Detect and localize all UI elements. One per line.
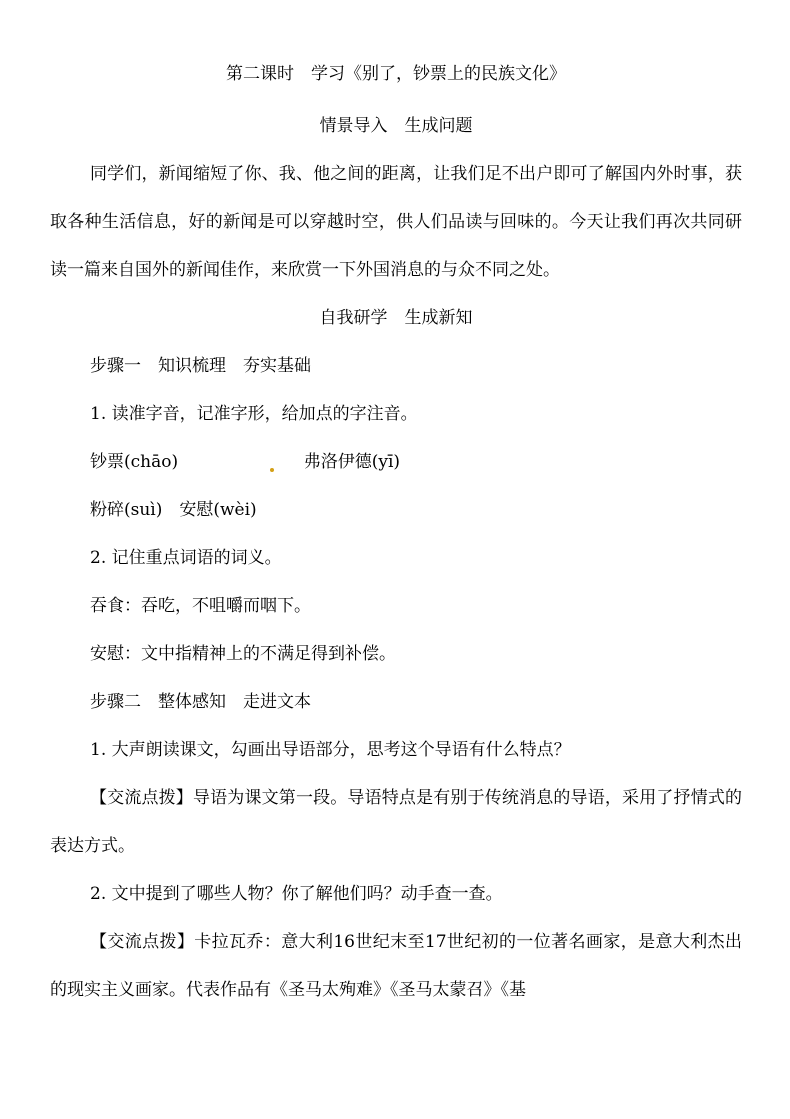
pinyin-row-1 <box>50 452 742 472</box>
definition-tunshi: 吞食：吞吃，不咀嚼而咽下。 <box>90 596 311 616</box>
step2-title: 步骤二 整体感知 走进文本 <box>90 692 311 712</box>
answer-2: 【交流点拨】卡拉瓦乔：意大利16世纪末至17世纪初的一位著名画家，是意大利杰出的现实主义画家。代表作品有《圣马太殉难》《圣马太蒙召》《基 <box>50 932 742 1000</box>
question-1: 1. 读准字音，记准字形，给加点的字注音。 <box>90 404 418 424</box>
document-page <box>50 60 742 1014</box>
question-4: 2. 文中提到了哪些人物？你了解他们吗？动手查一查。 <box>90 884 503 904</box>
intro-paragraph: 同学们，新闻缩短了你、我、他之间的距离，让我们足不出户即可了解国内外时事，获取各种生活信息，好的新闻是可以穿越时空，供人们品读与回味的。今天让我们再次共同研读一篇来自国外的新闻佳作，来欣赏一下外国消息的与众不同之处。 <box>50 164 742 280</box>
question-2: 2. 记住重点词语的词义。 <box>90 548 282 568</box>
emphasis-dot <box>270 468 274 472</box>
definition-anwei: 安慰：文中指精神上的不满足得到补偿。 <box>90 644 396 664</box>
answer-1: 【交流点拨】导语为课文第一段。导语特点是有别于传统消息的导语，采用了抒情式的表达方式。 <box>50 788 742 856</box>
pinyin-chaopiao: 钞票(chāo) <box>90 452 179 472</box>
pinyin-freud: 弗洛伊德(yī) <box>303 452 401 472</box>
pinyin-row-2: 粉碎(suì) 安慰(wèi) <box>90 500 257 520</box>
section-heading-intro: 情景导入 生成问题 <box>319 116 473 136</box>
question-3: 1. 大声朗读课文，勾画出导语部分，思考这个导语有什么特点？ <box>90 740 571 760</box>
lesson-title: 第二课时 学习《别了，钞票上的民族文化》 <box>226 64 566 84</box>
section-heading-self-study: 自我研学 生成新知 <box>319 308 473 328</box>
step1-title: 步骤一 知识梳理 夯实基础 <box>90 356 311 376</box>
